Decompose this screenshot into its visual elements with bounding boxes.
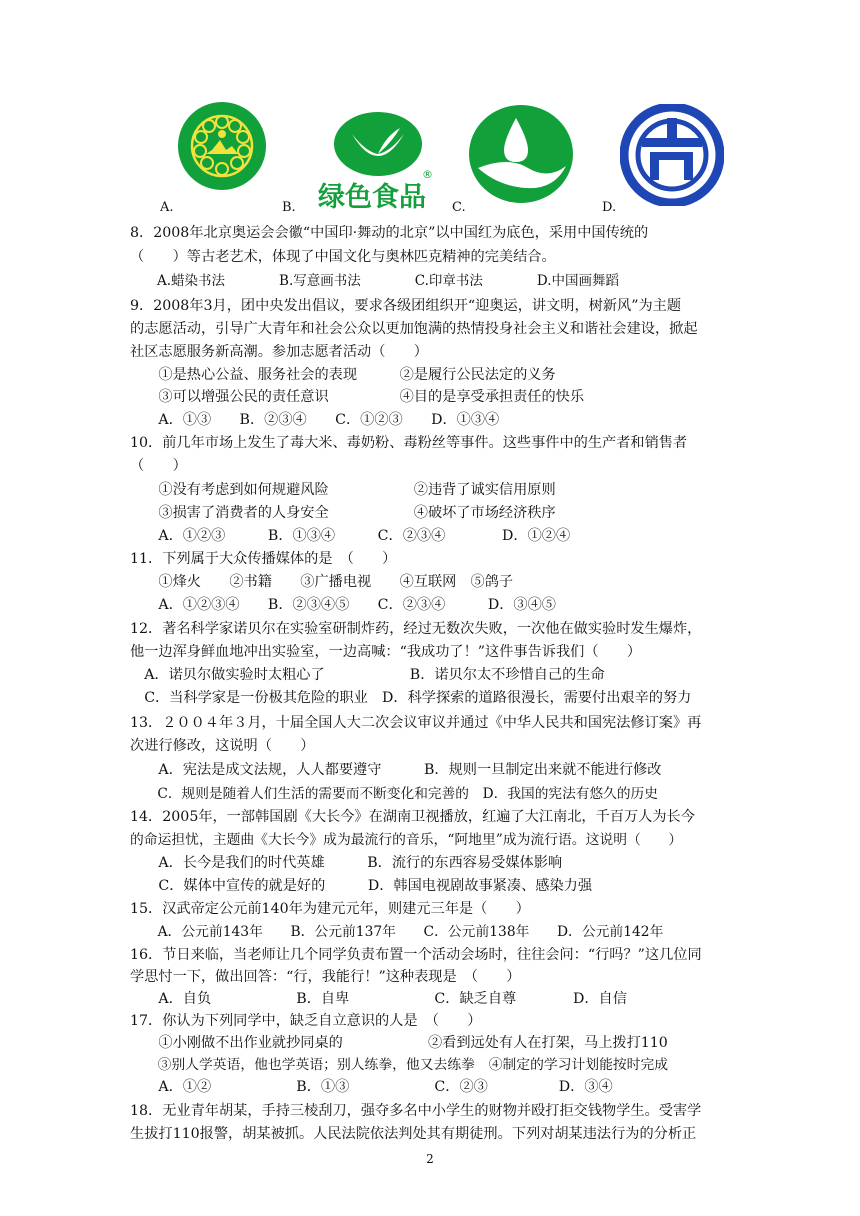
option-a-label: A. bbox=[160, 200, 174, 215]
question-line: 的志愿活动，引导广大青年和社会公众以更加饱满的热情投身社会主义和谐社会建设，掀起 bbox=[130, 321, 698, 337]
question-line: 生拔打110报警，胡某被抓。人民法院依法判处其有期徒刑。下列对胡某违法行为的分析正 bbox=[130, 1126, 697, 1142]
question-line: 18．无业青年胡某，手持三棱刮刀，强夺多名中小学生的财物并殴打拒交钱物学生。受害学 bbox=[130, 1103, 702, 1119]
question-line: 10．前几年市场上发生了毒大米、毒奶粉、毒粉丝等事件。这些事件中的生产者和销售者 bbox=[130, 435, 688, 451]
question-line: （ ）等古老艺术，体现了中国文化与奥林匹克精神的完美结合。 bbox=[130, 249, 556, 265]
question-line: A．宪法是成文法规，人人都要遵守 B．规则一旦制定出来就不能进行修改 bbox=[130, 762, 662, 778]
question-line: A．自负 B．自卑 C．缺乏自尊 D．自信 bbox=[130, 991, 627, 1007]
question-line: 14．2005年，一部韩国剧《大长今》在湖南卫视播放，红遍了大江南北，千百万人为长今 bbox=[130, 809, 695, 825]
page-number: 2 bbox=[426, 1152, 434, 1166]
question-line: A．①③ B．②③④ C．①②③ D．①③④ bbox=[130, 412, 500, 428]
question-line: ①烽火 ②书籍 ③广播电视 ④互联网 ⑤鸽子 bbox=[130, 574, 514, 590]
question-line: A．长今是我们的时代英雄 B．流行的东西容易受媒体影响 bbox=[130, 855, 563, 871]
registered-mark: ® bbox=[422, 168, 433, 181]
question-line: A．公元前143年 B．公元前137年 C．公元前138年 D．公元前142年 bbox=[130, 924, 664, 940]
question-line: 8．2008年北京奥运会会徽“中国印·舞动的北京”以中国红为底色，采用中国传统的 bbox=[130, 225, 649, 241]
question-line: ③可以增强公民的责任意识 ④目的是享受承担责任的快乐 bbox=[130, 389, 585, 405]
question-line: C．媒体中宣传的就是好的 D．韩国电视剧故事紧凑、感染力强 bbox=[130, 878, 593, 894]
water-saving-logo bbox=[468, 104, 574, 204]
question-line: 17．你认为下列同学中，缺乏自立意识的人是 （ ） bbox=[130, 1013, 482, 1029]
question-line: 12．著名科学家诺贝尔在实验室研制炸药，经过无数次失败，一次他在做实验时发生爆炸， bbox=[130, 621, 702, 637]
question-line: ③损害了消费者的人身安全 ④破坏了市场经济秩序 bbox=[130, 505, 556, 521]
option-d-label: D. bbox=[602, 200, 617, 215]
question-line: 15．汉武帝定公元前140年为建元元年，则建元三年是（ ） bbox=[130, 901, 530, 917]
question-line: ①没有考虑到如何规避风险 ②违背了诚实信用原则 bbox=[130, 482, 556, 498]
question-line: 他一边浑身鲜血地冲出实验室，一边高喊：“我成功了！”这件事告诉我们（ ） bbox=[130, 644, 642, 660]
question-line: C．规则是随着人们生活的需要而不断变化和完善的 D．我国的宪法有悠久的历史 bbox=[130, 786, 658, 802]
question-line: 次进行修改，这说明（ ） bbox=[130, 738, 315, 754]
question-line: 11．下列属于大众传播媒体的是 （ ） bbox=[130, 551, 397, 567]
question-line: A．①②③ B．①③④ C．②③④ D．①②④ bbox=[130, 528, 571, 544]
question-line: 的命运担忧，主题曲《大长今》成为最流行的音乐，“阿地里”成为流行语。这说明（ ） bbox=[130, 832, 683, 848]
question-line: A．①②③④ B．②③④⑤ C．②③④ D．③④⑤ bbox=[130, 597, 556, 613]
question-line: 9．2008年3月，团中央发出倡议，要求各级团组织开“迎奥运，讲文明，树新风”为主题 bbox=[130, 298, 682, 314]
environmental-label-logo bbox=[176, 100, 268, 192]
question-line: A．①② B．①③ C．②③ D．③④ bbox=[130, 1079, 613, 1095]
question-line: ③别人学英语，他也学英语；别人练拳，他又去练拳 ④制定的学习计划能按时完成 bbox=[130, 1057, 669, 1073]
question-line: ①是热心公益、服务社会的表现 ②是履行公民法定的义务 bbox=[130, 367, 556, 383]
green-food-text: 绿色食品 bbox=[318, 182, 426, 213]
question-line: 社区志愿服务新高潮。参加志愿者活动（ ） bbox=[130, 344, 428, 360]
blue-circle-logo bbox=[620, 104, 724, 206]
green-food-logo bbox=[316, 106, 444, 214]
logo-options-row bbox=[150, 100, 750, 218]
question-line: 13．２００４年３月，十届全国人大二次会议审议并通过《中华人民共和国宪法修订案》再 bbox=[130, 715, 702, 731]
question-line: A．诺贝尔做实验时太粗心了 B．诺贝尔太不珍惜自己的生命 bbox=[130, 667, 605, 683]
question-line: 学思忖一下，做出回答：“行，我能行！”这种表现是 （ ） bbox=[130, 969, 521, 985]
question-line: C．当科学家是一份极其危险的职业 D．科学探索的道路很漫长，需要付出艰辛的努力 bbox=[130, 690, 692, 706]
question-line: （ ） bbox=[130, 458, 187, 474]
option-b-label: B. bbox=[282, 200, 296, 215]
option-c-label: C. bbox=[452, 200, 466, 215]
question-line: ①小刚做不出作业就抄同桌的 ②看到远处有人在打架，马上拨打110 bbox=[130, 1035, 668, 1051]
question-line: 16．节日来临，当老师让几个同学负责布置一个活动会场时，往往会问：“行吗？”这几位同 bbox=[130, 947, 702, 963]
question-line: A.蜡染书法 B.写意画书法 C.印章书法 D.中国画舞蹈 bbox=[130, 273, 620, 289]
